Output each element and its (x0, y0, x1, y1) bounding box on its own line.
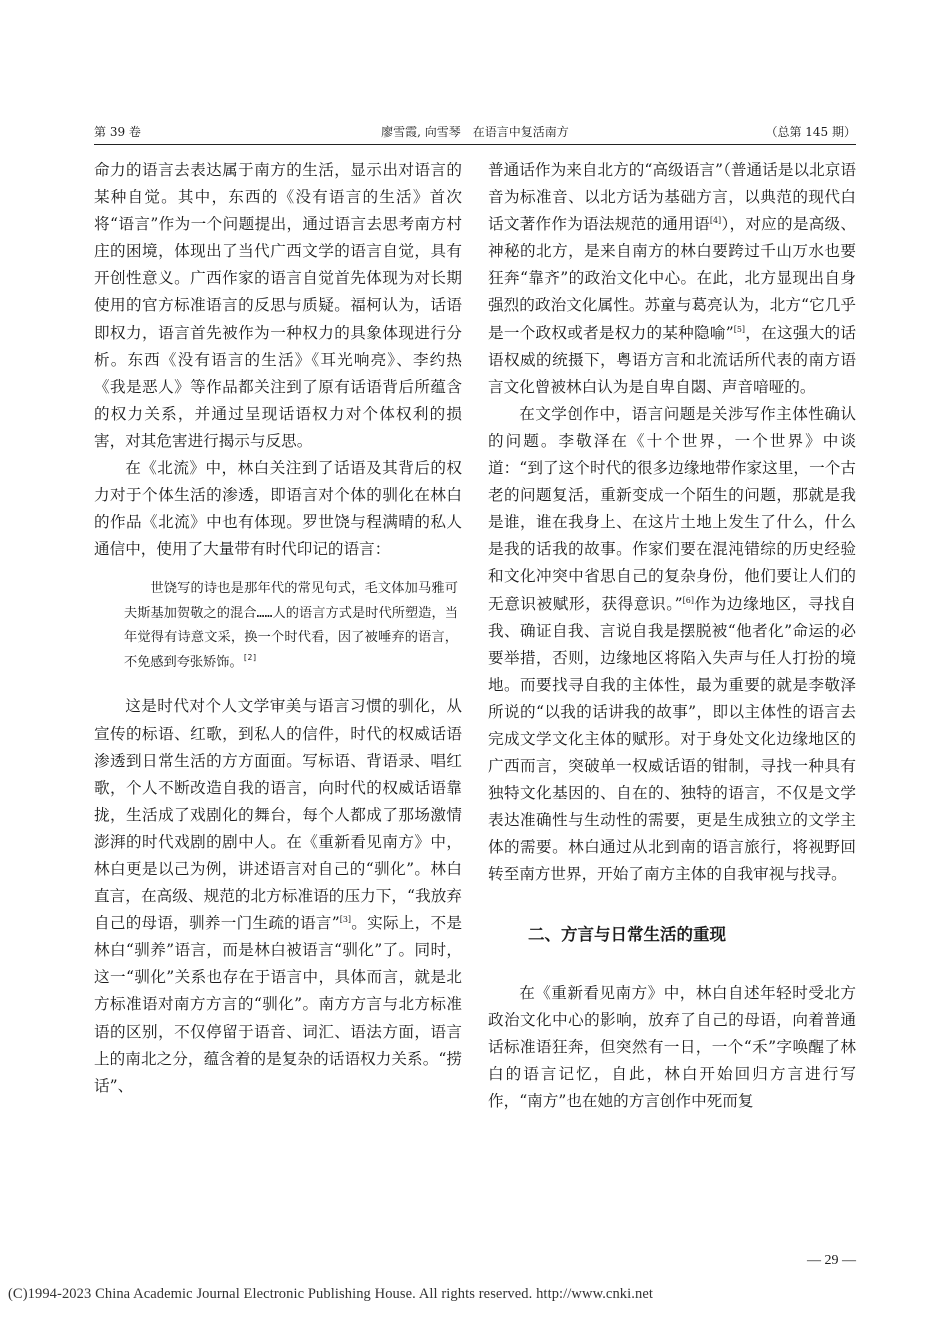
block-quote (94, 577, 462, 675)
page-number: — 29 — (807, 1253, 856, 1268)
paragraph-text: 。实际上，不是林白“驯养”语言，而是林白被语言“驯化”了。同时，这一“驯化”关系也存在于语言中，具体而言，就是北方标准语对南方方言的“驯化”。南方方言与北方标准语的区别，不仅停留于语音、词汇、语法方面，语言上的南北之分，蕴含着的是复杂的话语权力关系。“捞话”、 (94, 914, 462, 1095)
paragraph (488, 401, 856, 889)
paragraph-text: 作为边缘地区，寻找自我、确证自我、言说自我是摆脱被“他者化”命运的必要举措，否则，边缘地区将陷入失声与任人打扮的境地。而要找寻自我的主体性，最为重要的就是李敬泽所说的“以我的话讲我的故事”，即以主体性的语言去完成文学文化主体的赋形。对于身处文化边缘地区的广西而言，突破单一权威话语的钳制，寻找一种具有独特文化基因的、自在的、独特的语言，不仅是文学表达准确性与生动性的需要，更是生成独立的文学主体的需要。林白通过从北到南的语言旅行，将视野回转至南方世界，开始了南方主体的自我审视与找寻。 (488, 594, 856, 884)
citation-ref[interactable]: [2] (242, 652, 258, 662)
paragraph: 在《重新看见南方》中，林白自述年轻时受北方政治文化中心的影响，放弃了自己的母语，向着普通话标准语狂奔，但突然有一日，一个“禾”字唤醒了林白的语言记忆，自此，林白开始回归方言进行写作，“南方”也在她的方言创作中死而复 (488, 983, 856, 1110)
quote-text: 世饶写的诗也是那年代的常见句式，毛文体加马雅可夫斯基加贺敬之的混合……人的语言方式是时代所塑造，当年觉得有诗意文采，换一个时代看，因了被唾弃的语言，不免感到夸张矫饰。 (124, 581, 458, 670)
paragraph: 在《北流》中，林白关注到了话语及其背后的权力对于个体生活的渗透，即语言对个体的驯化在林白的作品《北流》中也有体现。罗世饶与程满晴的私人通信中，使用了大量带有时代印记的语言： (94, 459, 462, 559)
volume-label: 第 39 卷 (94, 125, 141, 139)
paragraph-text: ，在这强大的话语权威的统摄下，粤语方言和北流话所代表的南方语言文化曾被林白认为是自卑自閟、声音喑哑的。 (488, 323, 856, 396)
article-running-title: 廖雪霞, 向雪琴 在语言中复活南方 (381, 125, 569, 139)
citation-ref[interactable]: [5] (733, 324, 746, 334)
paragraph-text: 这是时代对个人文学审美与语言习惯的驯化，从宣传的标语、红歌，到私人的信件，时代的权威话语渗透到日常生活的方方面面。写标语、背语录、唱红歌，个人不断改造自我的语言，向时代的权威话语靠拢，生活成了戏剧化的舞台，每个人都成了那场激情澎湃的时代戏剧的剧中人。在《重新看见南方》中，林白更是以己为例，讲述语言对自己的“驯化”。林白直言，在高级、规范的北方标准语的压力下，“我放弃自己的母语，驯养一门生疏的语言” (94, 697, 462, 933)
running-header (94, 122, 856, 142)
header-rule (94, 144, 856, 145)
citation-ref[interactable]: [4] (709, 216, 722, 226)
paragraph (488, 157, 856, 401)
paragraph (94, 693, 462, 1099)
section-heading: 二、方言与日常生活的重现 (528, 924, 726, 944)
right-column (488, 157, 856, 1115)
citation-ref[interactable]: [6] (682, 595, 694, 605)
issue-label: （总第 145 期） (765, 125, 856, 139)
paragraph-text: 普通话作为来自北方的“高级语言”（普通话是以北京语音为标准音、以北方话为基础方言，以典范的现代白话文著作作为语法规范的通用语 (488, 161, 856, 234)
paragraph: 命力的语言去表达属于南方的生活，显示出对语言的某种自觉。其中，东西的《没有语言的生活》首次将“语言”作为一个问题提出，通过语言去思考南方村庄的困境，体现出了当代广西文学的语言自觉，具有开创性意义。广西作家的语言自觉首先体现为对长期使用的官方标准语言的反思与质疑。福柯认为，话语即权力，语言首先被作为一种权力的具象体现进行分析。东西《没有语言的生活》《耳光响亮》、李约热《我是恶人》等作品都关注到了原有话语背后所蕴含的权力关系，并通过呈现话语权力对个体权利的损害，对其危害进行揭示与反思。 (94, 161, 462, 450)
paragraph-text: 在文学创作中，语言问题是关涉写作主体性确认的问题。李敬泽在《十个世界，一个世界》中谈道：“到了这个时代的很多边缘地带作家这里，一个古老的问题复活，重新变成一个陌生的问题，那就是我是谁，谁在我身上、在这片土地上发生了什么，什么是我的话我的故事。作家们要在混沌错综的历史经验和文化冲突中省思自己的复杂身份，他们要让人们的无意识被赋形，获得意识。” (488, 404, 856, 613)
left-column (94, 157, 462, 1100)
copyright-footer: (C)1994-2023 China Academic Journal Electronic Publishing House. All rights reserved. http://www.cnki.net (8, 1286, 654, 1302)
paragraph-text: ），对应的是高级、神秘的北方，是来自南方的林白要跨过千山万水也要狂奔“靠齐”的政治文化中心。在此，北方显现出自身强烈的政治文化属性。苏童与葛亮认为，北方“它几乎是一个政权或者是权力的某种隐喻” (488, 215, 856, 342)
citation-ref[interactable]: [3] (339, 915, 352, 925)
